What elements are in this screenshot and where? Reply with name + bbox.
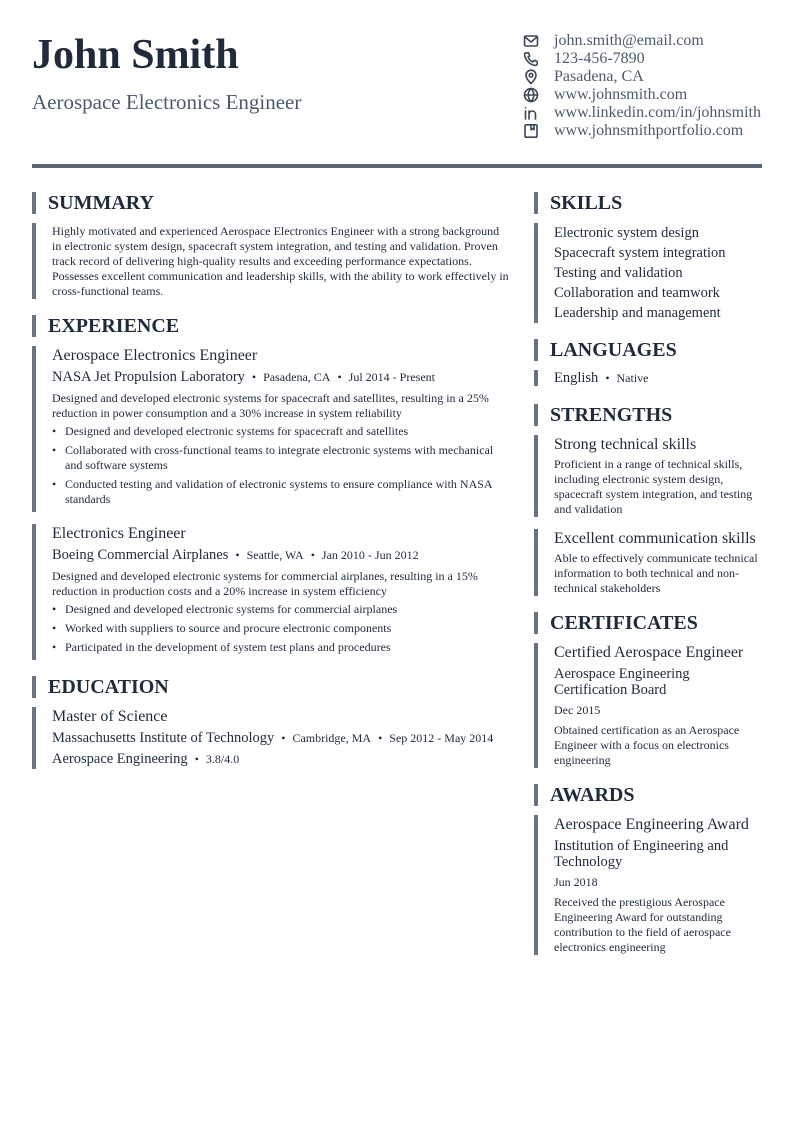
summary-section — [32, 192, 510, 299]
skill-item: Electronic system design — [554, 225, 699, 241]
separator-dot: • — [378, 731, 383, 745]
envelope-icon — [522, 32, 540, 50]
certificate-title: Certified Aerospace Engineer — [554, 644, 744, 661]
separator-dot: • — [194, 752, 199, 766]
language-level: Native — [616, 371, 649, 385]
separator-dot: • — [605, 371, 610, 385]
contact-location — [522, 68, 782, 86]
awards-section — [534, 784, 766, 955]
education-entry — [32, 707, 510, 769]
header-divider — [32, 164, 762, 168]
experience-section — [32, 315, 510, 660]
certificate-description: Obtained certification as an Aerospace Engineer with a focus on electronics engineering — [554, 723, 740, 767]
list-item: • Designed and developed electronic systems for commercial airplanes — [52, 602, 510, 617]
language-entry — [534, 370, 766, 386]
job-dates: Jan 2010 - Jun 2012 — [321, 548, 419, 562]
right-column — [534, 192, 766, 971]
language-row — [554, 370, 766, 386]
list-item: • Conducted testing and validation of electronic systems to ensure compliance with NASA standards — [52, 477, 510, 507]
left-column — [32, 192, 510, 785]
job-title: Aerospace Electronics Engineer — [52, 347, 258, 364]
education-dates: Sep 2012 - May 2014 — [389, 731, 494, 745]
skill-item: Leadership and management — [554, 305, 721, 321]
list-item: • Worked with suppliers to source and procure electronic components — [52, 621, 510, 636]
list-item: • Participated in the development of system test plans and procedures — [52, 640, 510, 655]
strength-title: Excellent communication skills — [554, 530, 756, 547]
contact-list — [522, 32, 782, 140]
strengths-section — [534, 404, 766, 596]
portfolio-link: www.johnsmithportfolio.com — [554, 122, 744, 139]
section-heading: SKILLS — [534, 192, 766, 214]
list-item: • Designed and developed electronic systems for spacecraft and satellites — [52, 424, 510, 439]
separator-dot: • — [251, 370, 257, 384]
school-location: Cambridge, MA — [292, 731, 372, 745]
company-name: Boeing Commercial Airplanes — [52, 547, 229, 563]
strength-entry — [534, 435, 766, 517]
job-location: Pasadena, CA — [263, 370, 331, 384]
candidate-name: John Smith — [32, 32, 239, 78]
phone-text: 123-456-7890 — [554, 50, 645, 67]
contact-website[interactable] — [522, 86, 782, 104]
job-meta — [52, 545, 510, 565]
certificate-date: Dec 2015 — [554, 703, 601, 717]
linkedin-link: www.linkedin.com/in/johnsmith — [554, 104, 761, 121]
strength-description: Able to effectively communicate technical information to both technical and non-technical stakeholders — [554, 551, 758, 595]
company-name: NASA Jet Propulsion Laboratory — [52, 369, 245, 385]
job-title: Electronics Engineer — [52, 525, 186, 542]
map-pin-icon — [522, 68, 540, 86]
list-item: • Collaborated with cross-functional teams to integrate electronic systems with mechanical and software systems — [52, 443, 510, 473]
job-bullets — [52, 424, 510, 507]
location-text: Pasadena, CA — [554, 68, 644, 85]
field-of-study: Aerospace Engineering — [52, 751, 188, 767]
separator-dot: • — [337, 370, 342, 384]
contact-portfolio[interactable] — [522, 122, 782, 140]
job-location: Seattle, WA — [246, 548, 304, 562]
section-heading: LANGUAGES — [534, 339, 766, 361]
phone-icon — [522, 50, 540, 68]
certificate-issuer: Aerospace Engineering Certification Board — [554, 666, 690, 698]
school-name: Massachusetts Institute of Technology — [52, 730, 275, 746]
section-heading: STRENGTHS — [534, 404, 766, 426]
website-link: www.johnsmith.com — [554, 86, 688, 103]
linkedin-icon — [522, 104, 540, 122]
award-date: Jun 2018 — [554, 875, 598, 889]
job-description: Designed and developed electronic systems for spacecraft and satellites, resulting in a 25% reduction in power consumption and a 30% increase in system reliability — [52, 391, 489, 420]
award-description: Received the prestigious Aerospace Engineering Award for outstanding contribution to the field of aerospace electronics engineering — [554, 895, 731, 954]
skill-item: Collaboration and teamwork — [554, 285, 720, 301]
contact-linkedin[interactable] — [522, 104, 782, 122]
email-text: john.smith@email.com — [554, 32, 704, 49]
section-heading: CERTIFICATES — [534, 612, 766, 634]
contact-phone[interactable] — [522, 50, 782, 68]
certificate-entry — [534, 643, 766, 768]
separator-dot: • — [235, 548, 240, 562]
section-heading: EXPERIENCE — [32, 315, 510, 337]
education-meta — [52, 728, 510, 748]
certificates-section — [534, 612, 766, 768]
job-meta — [52, 367, 510, 387]
summary-body — [32, 223, 510, 299]
section-heading: EDUCATION — [32, 676, 510, 698]
summary-text: Highly motivated and experienced Aerospace Electronics Engineer with a strong background in electronic system design, spacecraft system integration, and testing and validation. Proven track record of delivering high-quality results and exceeding performance expectations. Possesses excellent communication and leadership skills, with the ability to work effectively in cross-functional teams. — [52, 224, 509, 298]
languages-section — [534, 339, 766, 386]
degree: Master of Science — [52, 708, 168, 725]
job-entry — [32, 346, 510, 512]
skills-section — [534, 192, 766, 323]
skills-list — [534, 223, 766, 323]
gpa: 3.8/4.0 — [205, 752, 240, 766]
resume-header — [32, 32, 762, 152]
separator-dot: • — [310, 548, 315, 562]
bookmark-icon — [522, 122, 540, 140]
award-issuer: Institution of Engineering and Technology — [554, 838, 729, 870]
strength-title: Strong technical skills — [554, 436, 697, 453]
candidate-title: Aerospace Electronics Engineer — [32, 90, 302, 114]
education-field-row — [52, 749, 510, 769]
award-entry — [534, 815, 766, 955]
skill-item: Testing and validation — [554, 265, 683, 281]
strength-entry — [534, 529, 766, 596]
job-description: Designed and developed electronic systems for commercial airplanes, resulting in a 15% reduction in production costs and a 20% increase in system efficiency — [52, 569, 478, 598]
education-section — [32, 676, 510, 769]
strength-description: Proficient in a range of technical skills, including electronic system design, spacecraft system integration, and testing and validation — [554, 457, 753, 516]
skill-item: Spacecraft system integration — [554, 245, 726, 261]
section-heading: SUMMARY — [32, 192, 510, 214]
job-dates: Jul 2014 - Present — [348, 370, 435, 384]
job-entry — [32, 524, 510, 660]
job-bullets — [52, 602, 510, 655]
section-heading: AWARDS — [534, 784, 766, 806]
separator-dot: • — [281, 731, 286, 745]
language-name: English — [554, 370, 599, 386]
award-title: Aerospace Engineering Award — [554, 816, 749, 833]
globe-icon — [522, 86, 540, 104]
contact-email[interactable] — [522, 32, 782, 50]
